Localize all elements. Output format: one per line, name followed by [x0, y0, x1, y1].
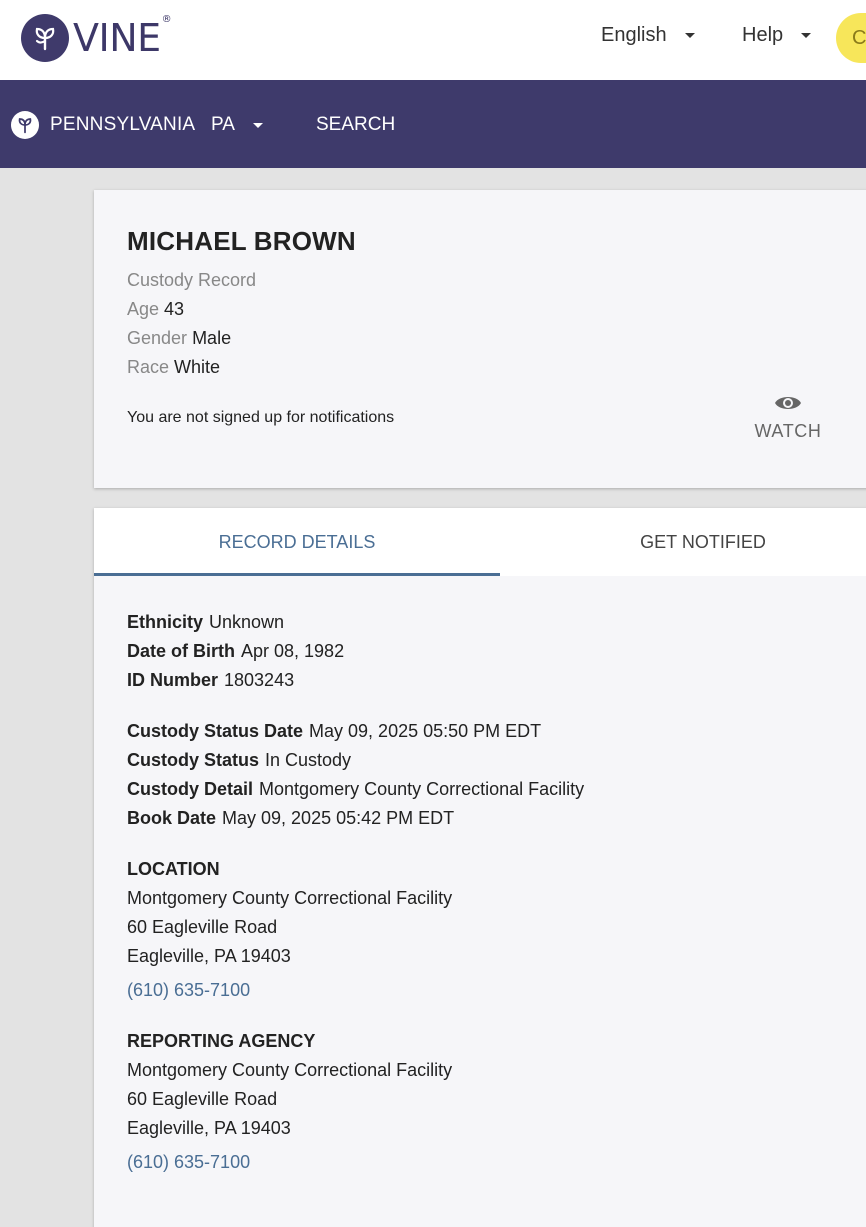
- custody-status-date-value: May 09, 2025 05:50 PM EDT: [309, 721, 542, 741]
- id-label: ID Number: [127, 670, 219, 690]
- notification-status: You are not signed up for notifications: [127, 409, 395, 426]
- caret-down-icon: [801, 33, 811, 38]
- tab-get-notified[interactable]: GET NOTIFIED: [640, 532, 766, 552]
- vine-leaf-icon: [21, 14, 69, 62]
- details-card: [94, 508, 866, 1227]
- dob-label: Date of Birth: [127, 641, 235, 661]
- age-value: 43: [164, 299, 185, 319]
- state-abbr-label: PA: [211, 114, 235, 135]
- state-name: PENNSYLVANIA: [50, 114, 196, 135]
- record-type: Custody Record: [127, 270, 257, 290]
- tab-bar: [94, 508, 866, 576]
- location-name: Montgomery County Correctional Facility: [127, 888, 453, 908]
- gender-label: Gender: [127, 328, 188, 348]
- help-label: Help: [742, 24, 784, 46]
- gender-value: Male: [192, 328, 232, 348]
- ethnicity-row: [127, 612, 284, 633]
- book-date-row: [127, 808, 454, 829]
- gender-row: [127, 328, 231, 349]
- caret-down-icon: [685, 33, 695, 38]
- agency-name: Montgomery County Correctional Facility: [127, 1060, 453, 1080]
- state-selector[interactable]: [211, 114, 263, 136]
- custody-detail-label: Custody Detail: [127, 779, 254, 799]
- custody-detail-row: [127, 779, 584, 800]
- watch-label: WATCH: [754, 421, 822, 441]
- agency-heading: REPORTING AGENCY: [127, 1031, 316, 1051]
- eye-icon: [773, 392, 803, 414]
- language-label: English: [601, 24, 667, 46]
- user-avatar-button[interactable]: C: [836, 13, 866, 63]
- vine-logo[interactable]: [21, 14, 171, 62]
- location-street: 60 Eagleville Road: [127, 917, 278, 937]
- custody-status-date-label: Custody Status Date: [127, 721, 304, 741]
- agency-city: Eagleville, PA 19403: [127, 1118, 291, 1138]
- age-row: [127, 299, 184, 320]
- search-link[interactable]: SEARCH: [316, 114, 396, 135]
- dob-row: [127, 641, 344, 662]
- location-heading: LOCATION: [127, 859, 220, 879]
- custody-status-value: In Custody: [265, 750, 352, 770]
- caret-down-icon: [253, 123, 263, 128]
- agency-street: 60 Eagleville Road: [127, 1089, 278, 1109]
- custody-status-row: [127, 750, 351, 771]
- id-value: 1803243: [224, 670, 295, 690]
- age-label: Age: [127, 299, 160, 319]
- tab-record-details[interactable]: RECORD DETAILS: [94, 508, 500, 576]
- race-label: Race: [127, 357, 170, 377]
- custody-status-label: Custody Status: [127, 750, 260, 770]
- location-city: Eagleville, PA 19403: [127, 946, 291, 966]
- book-date-label: Book Date: [127, 808, 217, 828]
- custody-status-date-row: [127, 721, 541, 742]
- help-dropdown[interactable]: [742, 24, 811, 47]
- watch-button[interactable]: [753, 392, 823, 442]
- race-row: [127, 357, 220, 378]
- race-value: White: [174, 357, 221, 377]
- profile-card: [94, 190, 866, 488]
- offender-name: MICHAEL BROWN: [127, 226, 356, 256]
- state-navbar: [0, 80, 866, 168]
- agency-phone-link[interactable]: (610) 635-7100: [127, 1152, 251, 1172]
- id-row: [127, 670, 294, 691]
- logo-wordmark: VINE®: [73, 14, 172, 60]
- custody-detail-value: Montgomery County Correctional Facility: [259, 779, 585, 799]
- ethnicity-label: Ethnicity: [127, 612, 204, 632]
- top-header: [0, 0, 866, 80]
- language-dropdown[interactable]: [601, 24, 695, 47]
- dob-value: Apr 08, 1982: [241, 641, 345, 661]
- book-date-value: May 09, 2025 05:42 PM EDT: [222, 808, 455, 828]
- ethnicity-value: Unknown: [209, 612, 285, 632]
- state-logo-icon: [11, 111, 39, 139]
- location-phone-link[interactable]: (610) 635-7100: [127, 980, 251, 1000]
